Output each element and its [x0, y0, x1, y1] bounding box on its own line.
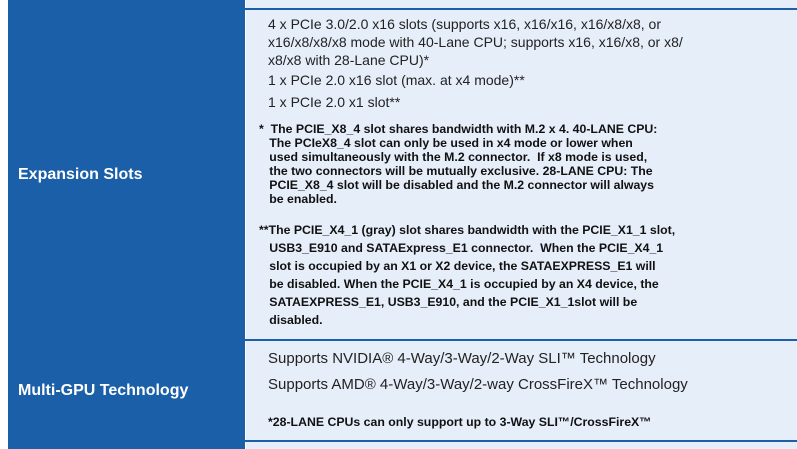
- next-row-content-cell: [245, 442, 797, 449]
- slot-line: x16/x8/x8/x8 mode with 40-Lane CPU; supports x16, x16/x8, or x8/: [268, 34, 683, 50]
- bandwidth-note-line: be enabled.: [259, 192, 337, 206]
- multi-gpu-note: *28-LANE CPUs can only support up to 3-Way SLI™/CrossFireX™: [268, 415, 652, 429]
- nvidia-sli-line: Supports NVIDIA® 4-Way/3-Way/2-Way SLI™ Technology: [268, 350, 656, 367]
- multi-gpu-label-cell: [8, 341, 245, 440]
- previous-row-label-cell: [8, 0, 245, 8]
- slot-line: 4 x PCIe 3.0/2.0 x16 slots (supports x16, x16/x16, x16/x8/x8, or: [268, 16, 661, 32]
- gray-slot-note-line: slot is occupied by an X1 or X2 device, the SATAEXPRESS_E1 will: [259, 259, 656, 273]
- bandwidth-note-line: The PCIeX8_4 slot can only be used in x4 mode or lower when: [259, 136, 633, 150]
- bandwidth-note-line: the two connectors will be mutually exclusive. 28-LANE CPU: The: [259, 164, 653, 178]
- gray-slot-note-line: **The PCIE_X4_1 (gray) slot shares bandwidth with the PCIE_X1_1 slot,: [259, 223, 676, 237]
- gray-slot-note-line: USB3_E910 and SATAExpress_E1 connector. When the PCIE_X4_1: [259, 241, 664, 255]
- spec-table: [8, 0, 797, 449]
- gray-slot-note-line: SATAEXPRESS_E1, USB3_E910, and the PCIE_X1_1slot will be: [259, 295, 638, 309]
- amd-crossfire-line: Supports AMD® 4-Way/3-Way/2-way CrossFireX™ Technology: [268, 376, 688, 393]
- expansion-slots-label: Expansion Slots: [18, 165, 143, 183]
- next-row-label-cell: [8, 442, 245, 449]
- next-row-stub: [8, 442, 797, 449]
- bandwidth-note-line: * The PCIE_X8_4 slot shares bandwidth with M.2 x 4. 40-LANE CPU:: [259, 122, 658, 136]
- expansion-slots-content: [245, 10, 797, 339]
- slot-line: 1 x PCIe 2.0 x1 slot**: [268, 94, 401, 110]
- slot-line: x8/x8 with 28-Lane CPU)*: [268, 52, 430, 68]
- gray-slot-note-line: disabled.: [259, 313, 323, 327]
- multi-gpu-content: [245, 341, 797, 440]
- previous-row-stub: [8, 0, 797, 8]
- bandwidth-note-line: PCIE_X8_4 slot will be disabled and the M.2 connector will always: [259, 178, 654, 192]
- gray-slot-note-line: be disabled. When the PCIE_X4_1 is occupied by an X4 device, the: [259, 277, 659, 291]
- bandwidth-note-line: used simultaneously with the M.2 connector. If x8 mode is used,: [259, 150, 648, 164]
- slot-line: 1 x PCIe 2.0 x16 slot (max. at x4 mode)**: [268, 72, 525, 88]
- expansion-slots-row: [8, 10, 797, 339]
- multi-gpu-label: Multi-GPU Technology: [18, 381, 189, 399]
- previous-row-content-cell: [245, 0, 797, 8]
- multi-gpu-row: [8, 341, 797, 440]
- expansion-slots-label-cell: [8, 10, 245, 339]
